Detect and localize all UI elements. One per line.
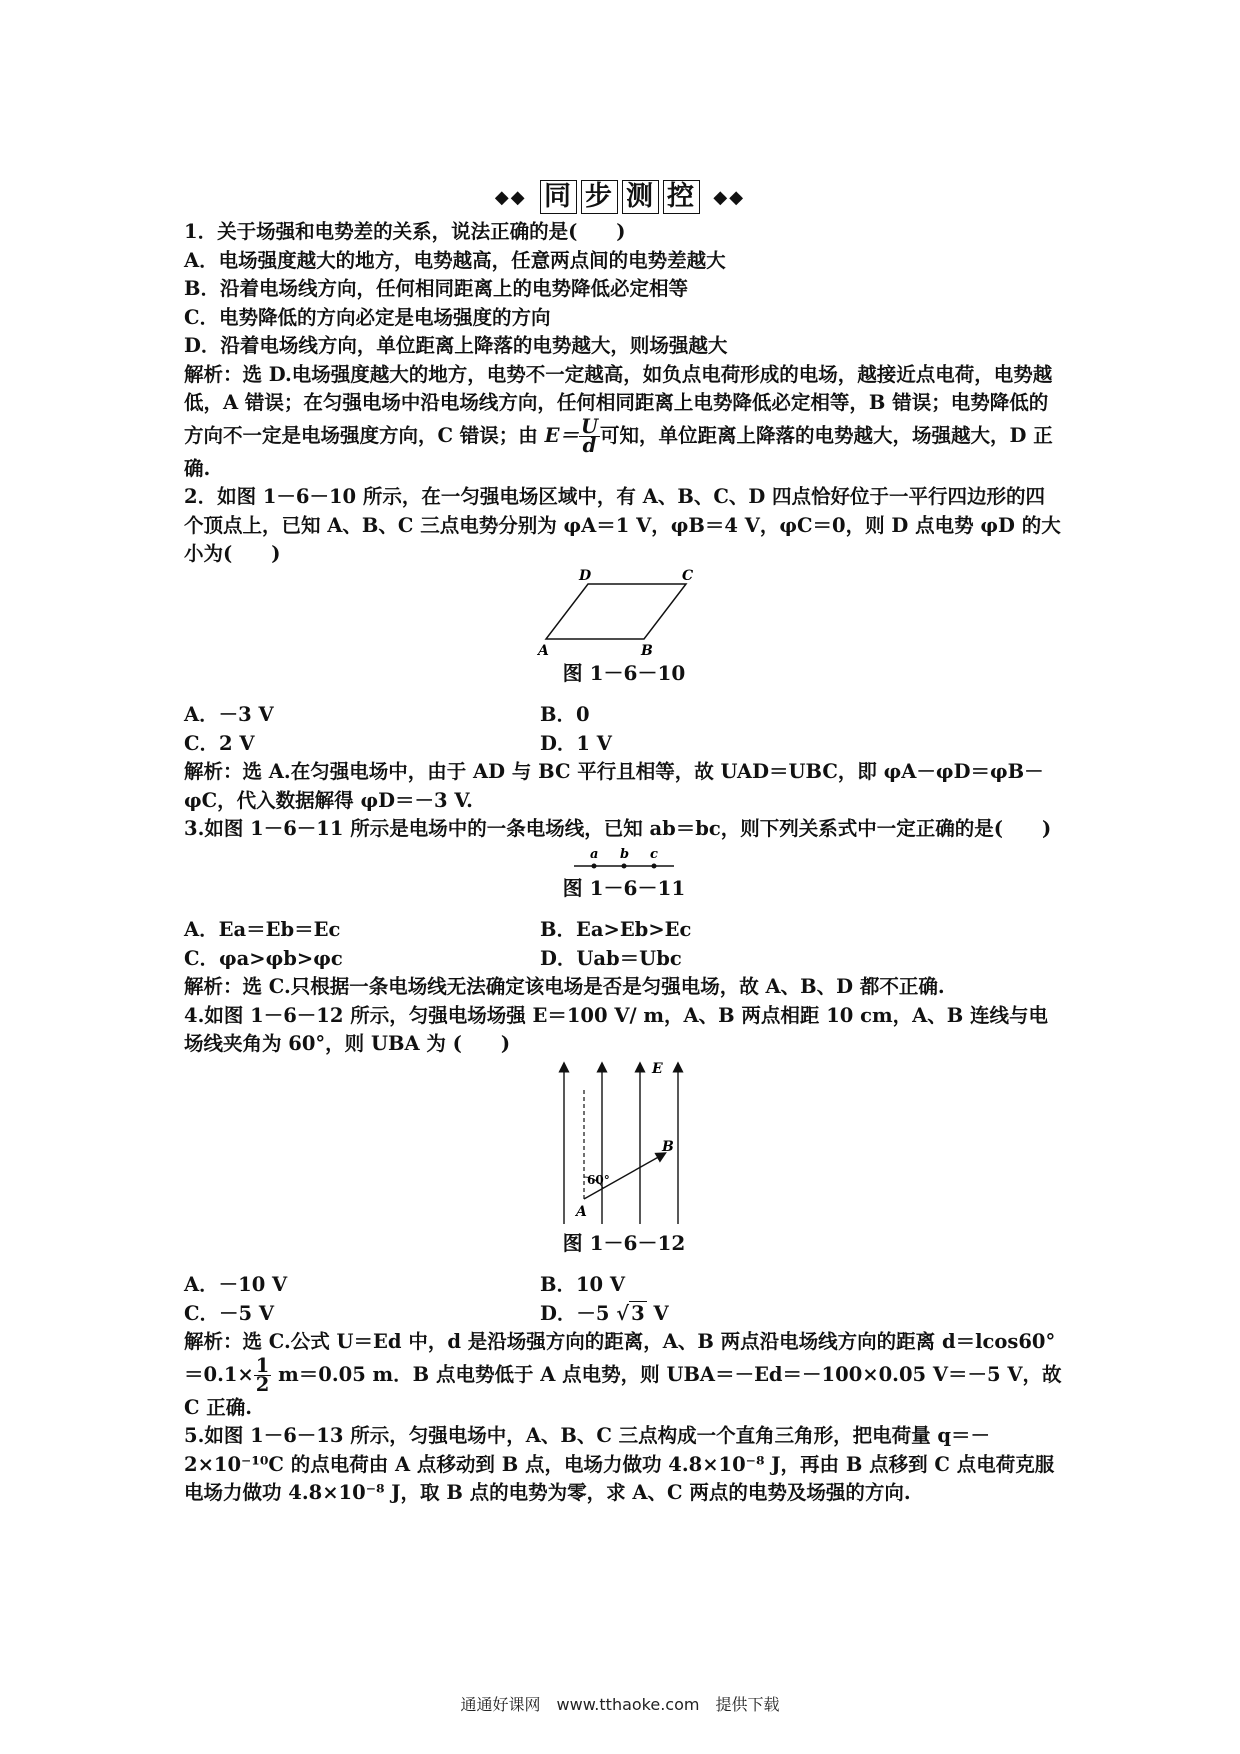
q4-option-a: A．－10 V — [184, 1273, 288, 1296]
fig-label-b: B — [641, 642, 653, 659]
q3-option-b: B．Ea>Eb>Ec — [540, 918, 692, 941]
q2-options-row-2 — [184, 730, 1064, 759]
fig-label-b: b — [620, 846, 630, 862]
fig-label-d: D — [579, 568, 592, 584]
page-footer: 通通好课网 www.tthaoke.com 提供下载 — [460, 1695, 780, 1714]
exercise-content — [184, 218, 1064, 1508]
q3-figure-caption: 图 1－6－11 — [562, 875, 686, 900]
fig-label-a: A — [576, 1203, 587, 1220]
q1-option-c: C．电势降低的方向必定是电场强度的方向 — [184, 305, 551, 329]
q2-option-d: D．1 V — [540, 731, 612, 755]
q1-option-b: B．沿着电场线方向，任何相同距离上的电势降低必定相等 — [184, 277, 688, 300]
q1-analysis-part2: 可知，单位距离上降落的电势越大，场强越大，D 正确. — [184, 423, 1053, 480]
title-char-2: 步 — [581, 180, 618, 214]
q4-analysis — [184, 1328, 1064, 1422]
q4-option-c: C．－5 V — [184, 1301, 275, 1325]
q2-options-row-1 — [184, 701, 1064, 730]
q1-formula-numerator: U — [580, 414, 598, 438]
q2-analysis: 解析：选 A.在匀强电场中，由于 AD 与 BC 平行且相等，故 UAD＝UBC，即 φA－φD＝φB－φC，代入数据解得 φD＝－3 V. — [184, 760, 1044, 812]
point-b — [622, 863, 627, 868]
q4-options-row-2 — [184, 1300, 1064, 1329]
q2-option-c: C．2 V — [184, 731, 255, 755]
q3-options-row-2 — [184, 945, 1064, 974]
q3-option-d: D．Uab＝Ubc — [540, 946, 682, 970]
spacer — [184, 902, 1064, 916]
figure-uniform-field — [554, 1059, 694, 1229]
fig-label-angle: 60° — [587, 1172, 610, 1187]
fig-label-a: a — [590, 846, 599, 862]
fig-label-b: B — [662, 1138, 674, 1155]
q1-analysis-part1: 解析：选 D.电场强度越大的地方，电势不一定越高，如负点电荷形成的电场，越接近点电荷，电势越低，A 错误；在匀强电场中沿电场线方向，任何相同距离上电势降低必定相等，B 错误；电势降低的方向不一定是电场强度方向，C 错误；由 — [184, 362, 1053, 447]
q2-figure-caption: 图 1－6－10 — [562, 660, 686, 685]
q3-analysis: 解析：选 C.只根据一条电场线无法确定该电场是否是匀强电场，故 A、B、D 都不正确. — [184, 975, 945, 998]
q3-options-row-1 — [184, 916, 1064, 945]
q2-stem: 2．如图 1－6－10 所示，在一匀强电场区域中，有 A、B、C、D 四点恰好位于一平行四边形的四个顶点上，已知 A、B、C 三点电势分别为 φA＝1 V，φB＝4 V，φC＝0，则 D 点电势 φD 的大小为( ) — [184, 485, 1061, 565]
q3-option-a: A．Ea＝Eb＝Ec — [184, 918, 341, 941]
q3-option-c: C．φa>φb>φc — [184, 946, 343, 970]
q3-stem: 3.如图 1－6－11 所示是电场中的一条电场线，已知 ab＝bc，则下列关系式中一定正确的是( ) — [184, 817, 1052, 840]
q4-analysis-part1: 解析：选 C.公式 U＝Ed 中，d 是沿场强方向的距离，A、B 两点沿电场线方向的距离 d＝lcos60°＝0.1× — [184, 1330, 1056, 1386]
title-decoration-left: ◆◆ — [494, 187, 527, 208]
q4-fraction — [254, 1353, 272, 1396]
section-title — [0, 180, 1240, 214]
fig-label-e: E — [652, 1060, 663, 1077]
q1-formula-lhs: E＝ — [544, 423, 579, 447]
q1-formula-denominator: d — [582, 433, 597, 457]
q1-option-d: D．沿着电场线方向，单位距离上降落的电势越大，则场强越大 — [184, 334, 728, 357]
parallelogram-shape — [546, 584, 686, 639]
spacer — [184, 1257, 1064, 1271]
fig-label-a: A — [538, 642, 549, 659]
title-char-4: 控 — [663, 180, 700, 214]
point-c — [652, 863, 657, 868]
figure-field-line — [564, 844, 684, 874]
q4-option-d-suffix: V — [646, 1301, 669, 1325]
fig-label-c: C — [682, 568, 694, 584]
q1-option-a: A．电场强度越大的地方，电势越高，任意两点间的电势差越大 — [184, 248, 726, 272]
spacer — [184, 687, 1064, 701]
q4-stem: 4.如图 1－6－12 所示，匀强电场场强 E＝100 V/ m，A、B 两点相距 10 cm，A、B 连线与电场线夹角为 60°，则 UBA 为 ( ) — [184, 1003, 1049, 1055]
title-char-3: 测 — [622, 180, 659, 214]
q1-formula-fraction — [579, 414, 600, 457]
title-decoration-right: ◆◆ — [713, 187, 746, 208]
q1-stem: 1．关于场强和电势差的关系，说法正确的是( ) — [184, 220, 626, 243]
figure-parallelogram — [524, 569, 724, 659]
q2-option-a: A．－3 V — [184, 703, 274, 726]
q4-option-d: D．－5 √ 3 V — [540, 1301, 669, 1325]
q1-analysis — [184, 361, 1064, 484]
q5-stem: 5.如图 1－6－13 所示，匀强电场中，A、B、C 三点构成一个直角三角形，把电荷量 q＝－2×10⁻¹⁰C 的点电荷由 A 点移动到 B 点，电场力做功 4.8×10⁻⁸ J，再由 B 点移到 C 点电荷克服电场力做功 4.8×10⁻⁸ J，取 B 点的电势为零，求 A、C 两点的电势及场强的方向. — [184, 1424, 1055, 1504]
q4-option-b: B．10 V — [540, 1273, 626, 1296]
q2-option-b: B．0 — [540, 703, 590, 726]
point-a — [592, 863, 597, 868]
q4-fraction-numerator: 1 — [255, 1353, 270, 1377]
title-char-1: 同 — [540, 180, 577, 214]
q4-options-row-1 — [184, 1271, 1064, 1300]
q4-figure-caption: 图 1－6－12 — [562, 1230, 686, 1255]
fig-label-c: c — [650, 846, 658, 862]
q4-fraction-denominator: 2 — [255, 1372, 270, 1396]
q4-analysis-part2: m＝0.05 m．B 点电势低于 A 点电势，则 UBA＝－Ed＝－100×0.05 V＝－5 V，故 C 正确. — [184, 1362, 1062, 1419]
q4-option-d-prefix: D．－5 — [540, 1301, 617, 1325]
q4-option-d-root: 3 — [631, 1301, 645, 1325]
